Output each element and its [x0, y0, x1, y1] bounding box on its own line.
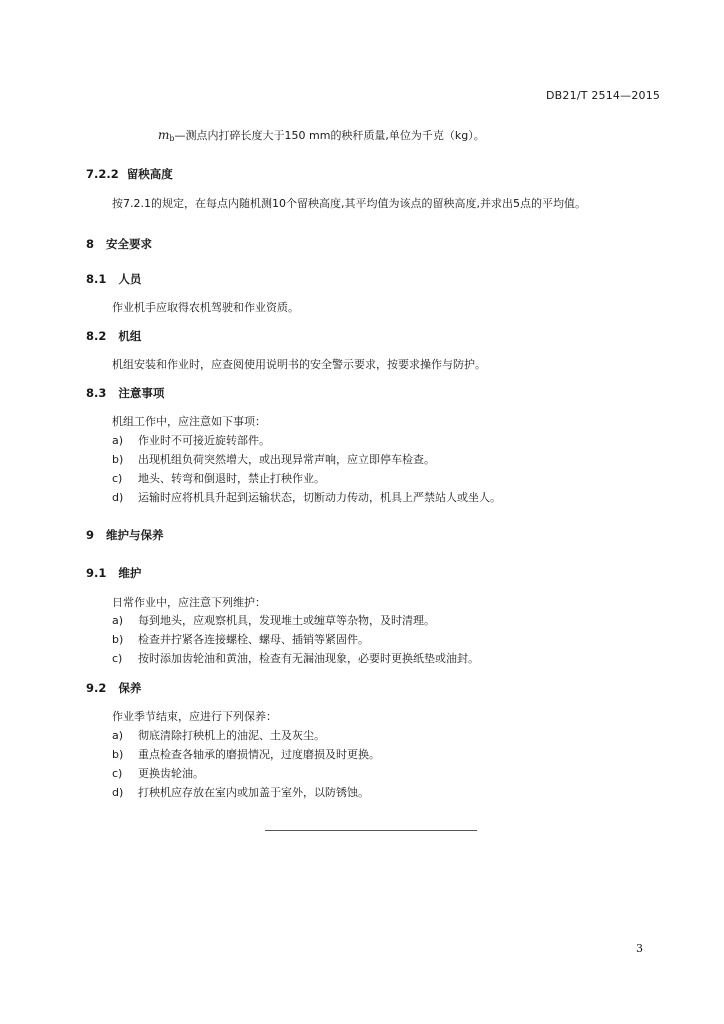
heading-title: 注意事项	[118, 386, 165, 400]
heading-title: 机组	[118, 329, 142, 343]
intro-9-1: 日常作业中，应注意下列维护：	[112, 596, 266, 609]
definition-line	[158, 127, 485, 143]
list-item: b) 重点检查各轴承的磨损情况，过度磨损及时更换。	[112, 748, 380, 761]
heading-number: 7.2.2	[86, 167, 119, 181]
list-item: b) 出现机组负荷突然增大，或出现异常声响，应立即停车检查。	[112, 453, 435, 466]
paragraph-7-2-2: 按7.2.1的规定，在每点内随机测10个留秧高度,其平均值为该点的留秧高度,并求出5点的平均值。	[112, 197, 586, 210]
list-item: c) 按时添加齿轮油和黄油，检查有无漏油现象，必要时更换纸垫或油封。	[112, 652, 479, 665]
heading-title: 留秧高度	[126, 167, 173, 181]
heading-title: 保养	[118, 681, 142, 695]
end-divider	[265, 830, 477, 831]
list-item: a) 彻底清除打秧机上的油泥、土及灰尘。	[112, 729, 325, 742]
heading-number: 9.2	[86, 681, 107, 695]
heading-title: 人员	[118, 272, 142, 286]
list-item: c) 地头、转弯和倒退时，禁止打秧作业。	[112, 472, 325, 485]
list-item: c) 更换齿轮油。	[112, 767, 204, 780]
heading-number: 9.1	[86, 566, 107, 580]
heading-8-2	[86, 328, 141, 344]
heading-number: 9	[86, 528, 95, 542]
standard-code: DB21/T 2514—2015	[546, 89, 661, 102]
page-number: 3	[636, 942, 643, 955]
definition-text: —测点内打碎长度大于150 mm的秧秆质量,单位为千克（kg）。	[174, 129, 485, 142]
heading-9-1	[86, 565, 141, 581]
symbol-subscript: b	[169, 134, 175, 143]
heading-title: 维护与保养	[106, 528, 164, 542]
heading-number: 8.1	[86, 272, 107, 286]
list-item: d) 打秧机应存放在室内或加盖于室外，以防锈蚀。	[112, 786, 369, 799]
paragraph-8-1: 作业机手应取得农机驾驶和作业资质。	[112, 301, 299, 314]
heading-number: 8	[86, 237, 95, 251]
heading-title: 安全要求	[106, 237, 153, 251]
list-item: b) 检查并拧紧各连接螺栓、螺母、插销等紧固件。	[112, 633, 369, 646]
list-item: a) 作业时不可接近旋转部件。	[112, 434, 270, 447]
heading-title: 维护	[118, 566, 142, 580]
intro-9-2: 作业季节结束，应进行下列保养：	[112, 710, 277, 723]
heading-7-2-2	[86, 166, 173, 182]
symbol-m: m	[158, 128, 170, 142]
heading-8-3	[86, 385, 164, 401]
paragraph-8-2: 机组安装和作业时，应查阅使用说明书的安全警示要求，按要求操作与防护。	[112, 358, 486, 371]
list-item: d) 运输时应将机具升起到运输状态，切断动力传动，机具上严禁站人或坐人。	[112, 491, 501, 504]
list-item: a) 每到地头，应观察机具，发现堆土或缠草等杂物，及时清理。	[112, 614, 435, 627]
heading-8	[86, 236, 152, 252]
heading-number: 8.3	[86, 386, 107, 400]
heading-9	[86, 527, 164, 543]
heading-number: 8.2	[86, 329, 107, 343]
intro-8-3: 机组工作中，应注意如下事项：	[112, 415, 266, 428]
heading-8-1	[86, 271, 141, 287]
heading-9-2	[86, 680, 141, 696]
